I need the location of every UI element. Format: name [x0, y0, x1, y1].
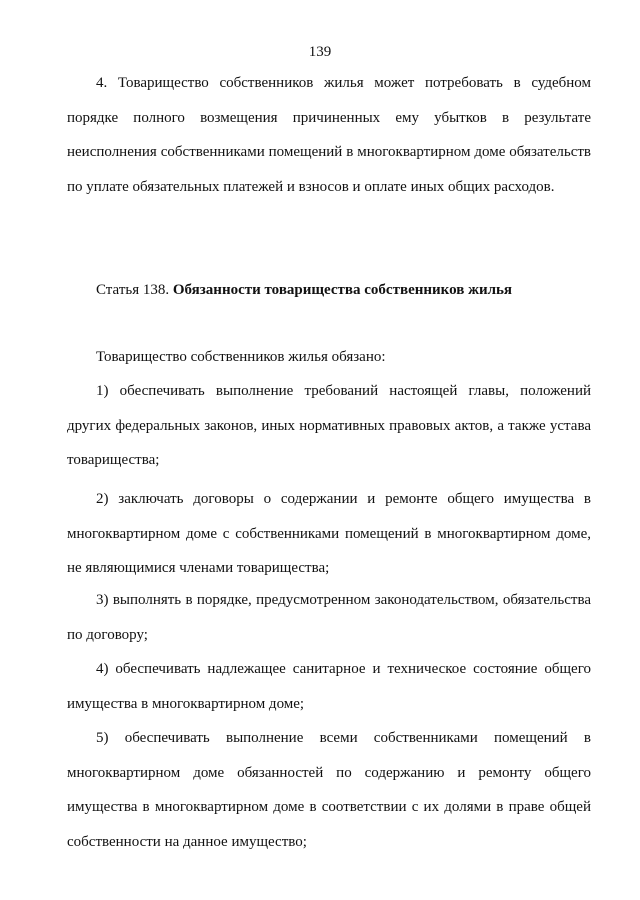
article-title: Обязанности товарищества собственников жилья: [172, 282, 513, 298]
article-heading: [96, 280, 596, 300]
list-item-1: 1) обеспечивать выполнение требований настоящей главы, положений других федеральных законов, иных нормативных правовых актов, а также устава товарищества;: [67, 383, 591, 468]
article-number: Статья 138.: [96, 282, 173, 298]
list-item-5: 5) обеспечивать выполнение всеми собственниками помещений в многоквартирном доме обязанностей по содержанию и ремонту общего имущества в многоквартирном доме в соответствии с их долями в праве общей собственности на данное имущество;: [67, 730, 591, 850]
list-item-2: 2) заключать договоры о содержании и ремонте общего имущества в многоквартирном доме с собственниками помещений в многоквартирном доме, не являющимися членами товарищества;: [67, 491, 591, 576]
paragraph-4: 4. Товарищество собственников жилья может потребовать в судебном порядке полного возмещения причиненных ему убытков в результате неисполнения собственниками помещений в многоквартирном доме обязательств по уплате обязательных платежей и взносов и оплате иных общих расходов.: [67, 75, 591, 195]
list-item-4: 4) обеспечивать надлежащее санитарное и техническое состояние общего имущества в многоквартирном доме;: [67, 661, 591, 712]
article-intro: Товарищество собственников жилья обязано:: [96, 349, 386, 365]
page-number: 139: [308, 44, 332, 60]
list-item-3: 3) выполнять в порядке, предусмотренном законодательством, обязательства по договору;: [67, 592, 591, 643]
